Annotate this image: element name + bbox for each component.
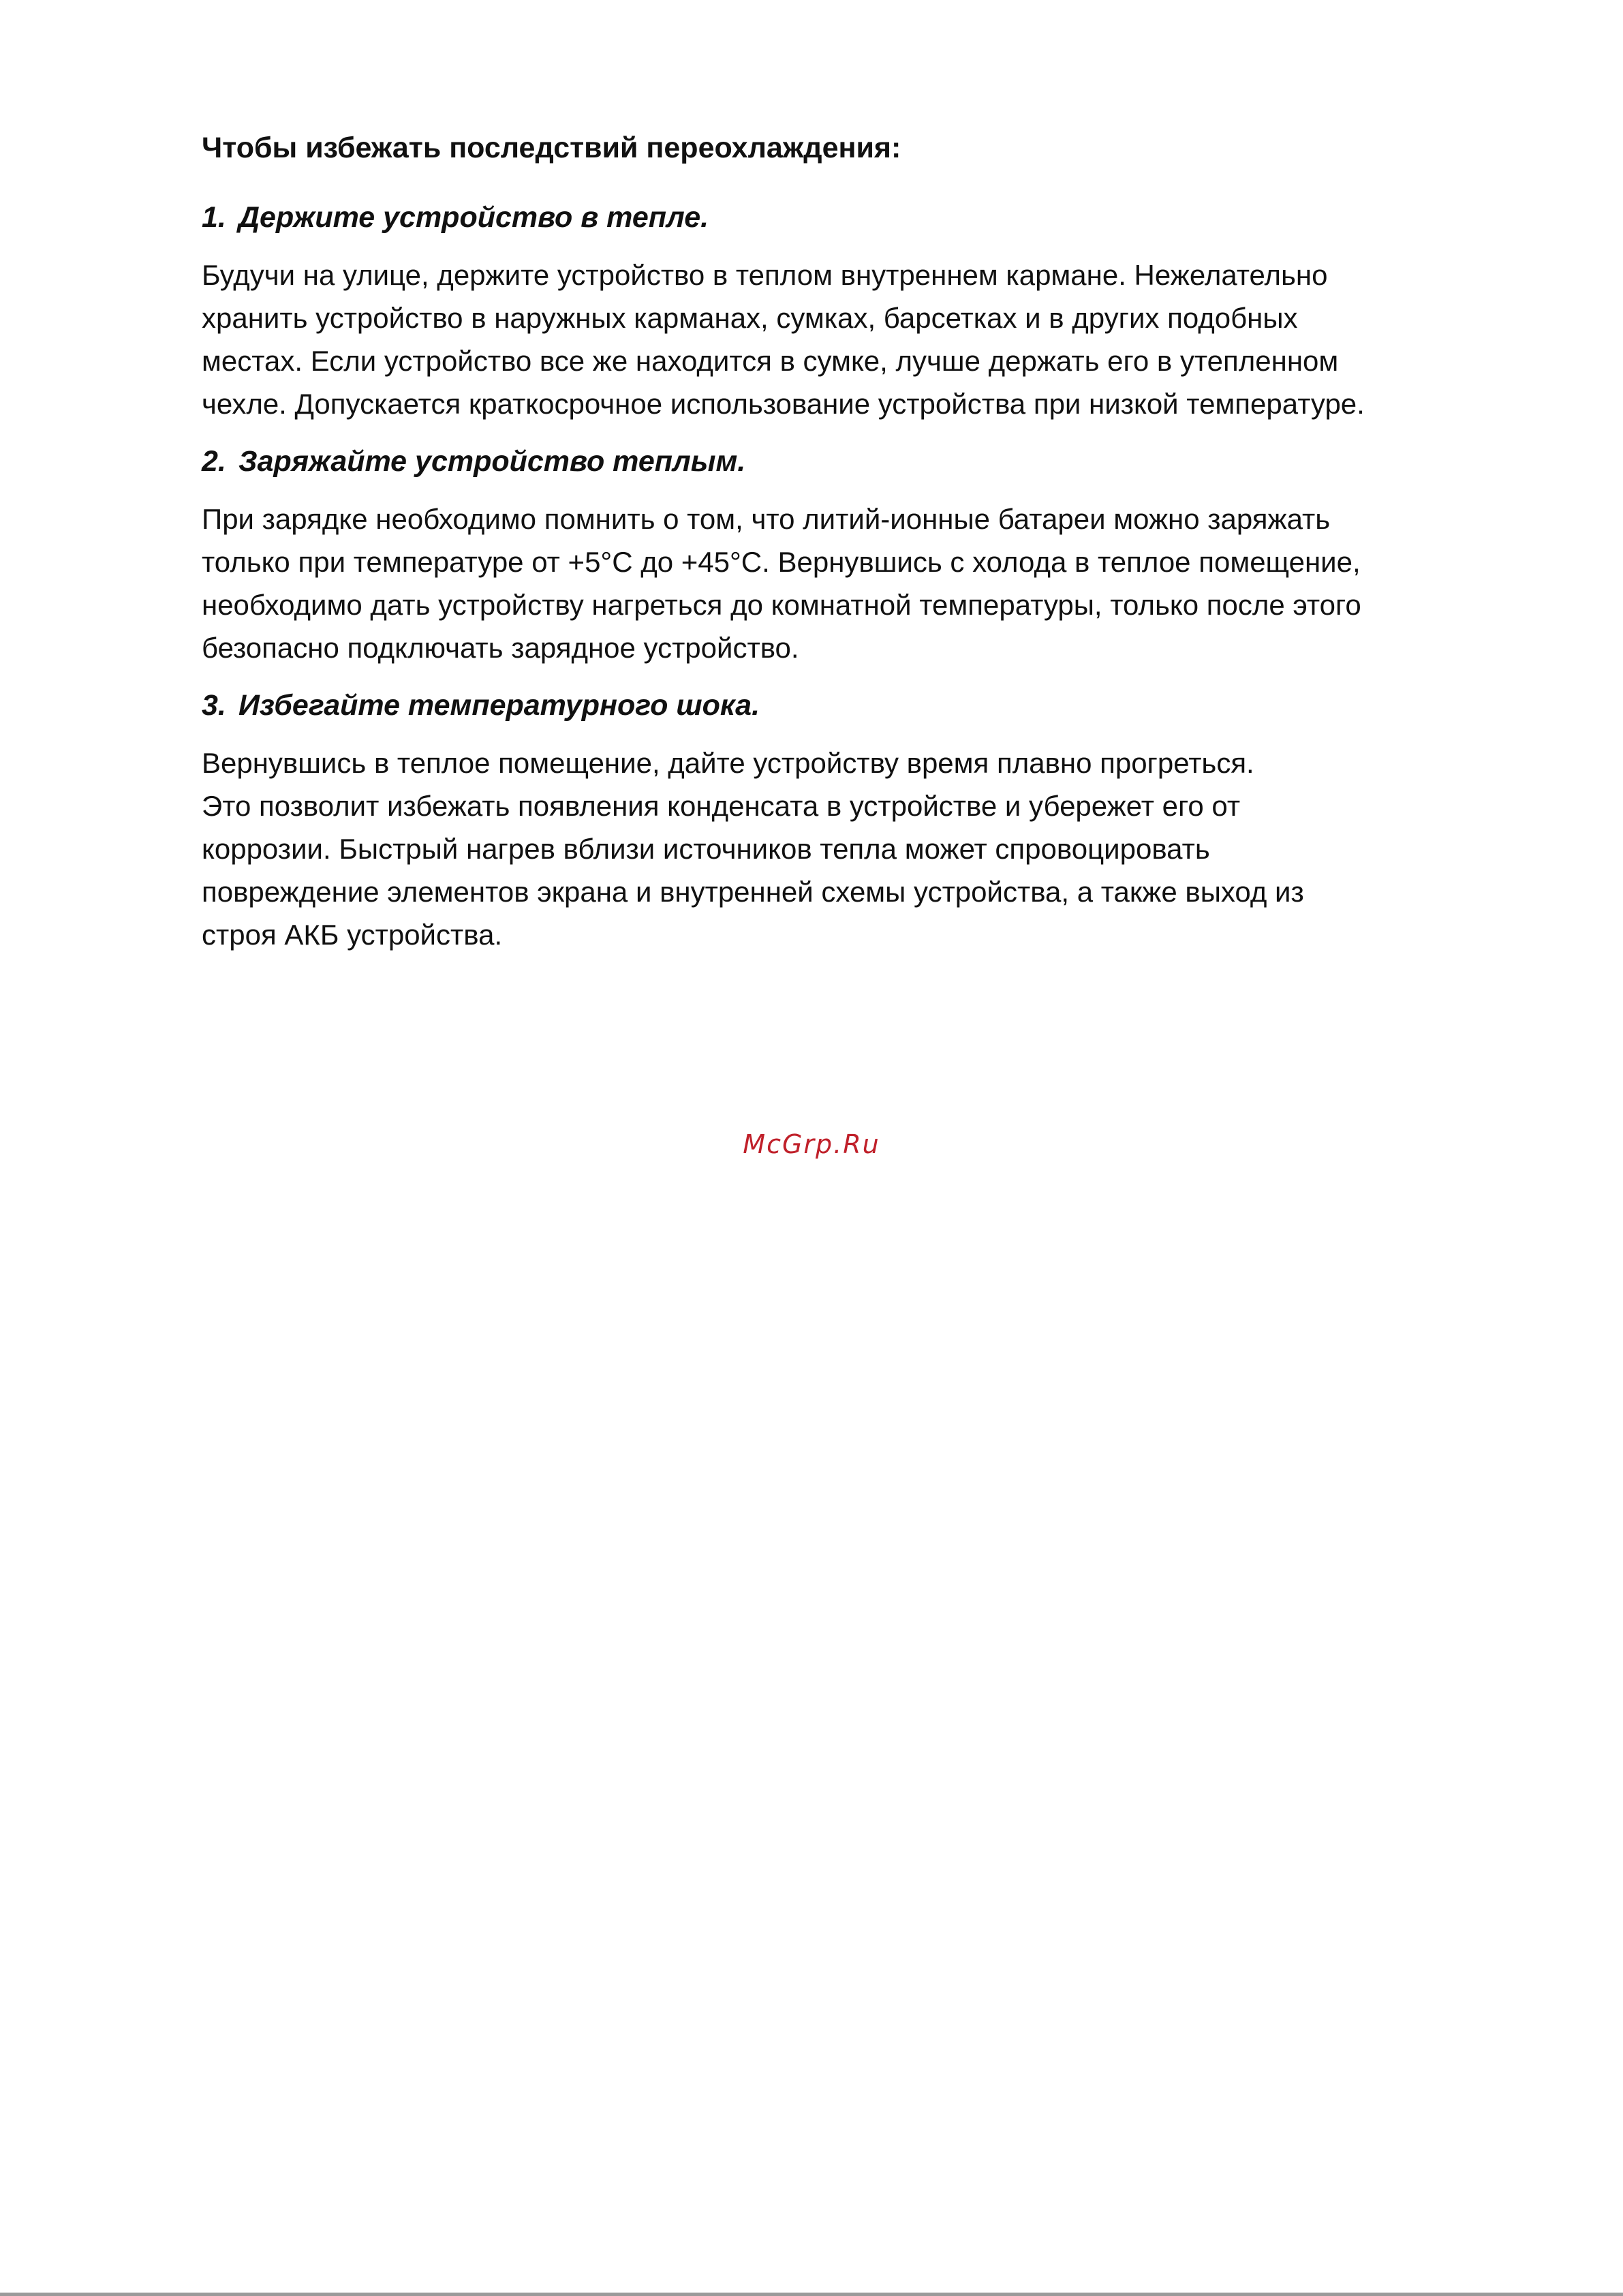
- page-bottom-divider: [0, 2293, 1623, 2296]
- watermark-text[interactable]: McGrp.Ru: [743, 1129, 880, 1159]
- paragraph-line: необходимо дать устройству нагреться до комнатной температуры, только после этого: [202, 589, 1361, 621]
- paragraph-line: безопасно подключать зарядное устройство.: [202, 632, 799, 664]
- section-title: Заряжайте устройство теплым.: [238, 445, 746, 478]
- section-paragraph-3: [202, 741, 1483, 956]
- paragraph-line: местах. Если устройство все же находится в сумке, лучше держать его в утепленном: [202, 345, 1339, 377]
- section-heading-3: [202, 684, 1483, 726]
- section-heading-2: [202, 440, 1483, 483]
- paragraph-line: При зарядке необходимо помнить о том, что литий-ионные батареи можно заряжать: [202, 503, 1331, 535]
- paragraph-line: только при температуре от +5°С до +45°С. Вернувшись с холода в теплое помещение,: [202, 546, 1361, 578]
- paragraph-line: Это позволит избежать появления конденсата в устройстве и убережет его от: [202, 790, 1241, 822]
- section-number: 1.: [202, 201, 226, 234]
- section-title: Держите устройство в тепле.: [238, 201, 709, 234]
- paragraph-line: Вернувшись в теплое помещение, дайте устройству время плавно прогреться.: [202, 747, 1254, 779]
- section-number: 3.: [202, 689, 226, 722]
- section-heading-1: [202, 196, 1483, 239]
- paragraph-line: коррозии. Быстрый нагрев вблизи источников тепла может спровоцировать: [202, 833, 1210, 865]
- section-number: 2.: [202, 445, 226, 478]
- paragraph-line: хранить устройство в наружных карманах, сумках, барсетках и в других подобных: [202, 302, 1298, 334]
- document-content: [202, 127, 1483, 971]
- paragraph-line: строя АКБ устройства.: [202, 919, 503, 951]
- paragraph-line: повреждение элементов экрана и внутренней схемы устройства, а также выход из: [202, 876, 1304, 908]
- section-paragraph-1: [202, 254, 1483, 425]
- paragraph-line: Будучи на улице, держите устройство в теплом внутреннем кармане. Нежелательно: [202, 259, 1328, 291]
- section-paragraph-2: [202, 498, 1483, 669]
- paragraph-line: чехле. Допускается краткосрочное использование устройства при низкой температуре.: [202, 388, 1365, 420]
- intro-heading: Чтобы избежать последствий переохлаждения:: [202, 132, 901, 164]
- section-title: Избегайте температурного шока.: [238, 689, 760, 722]
